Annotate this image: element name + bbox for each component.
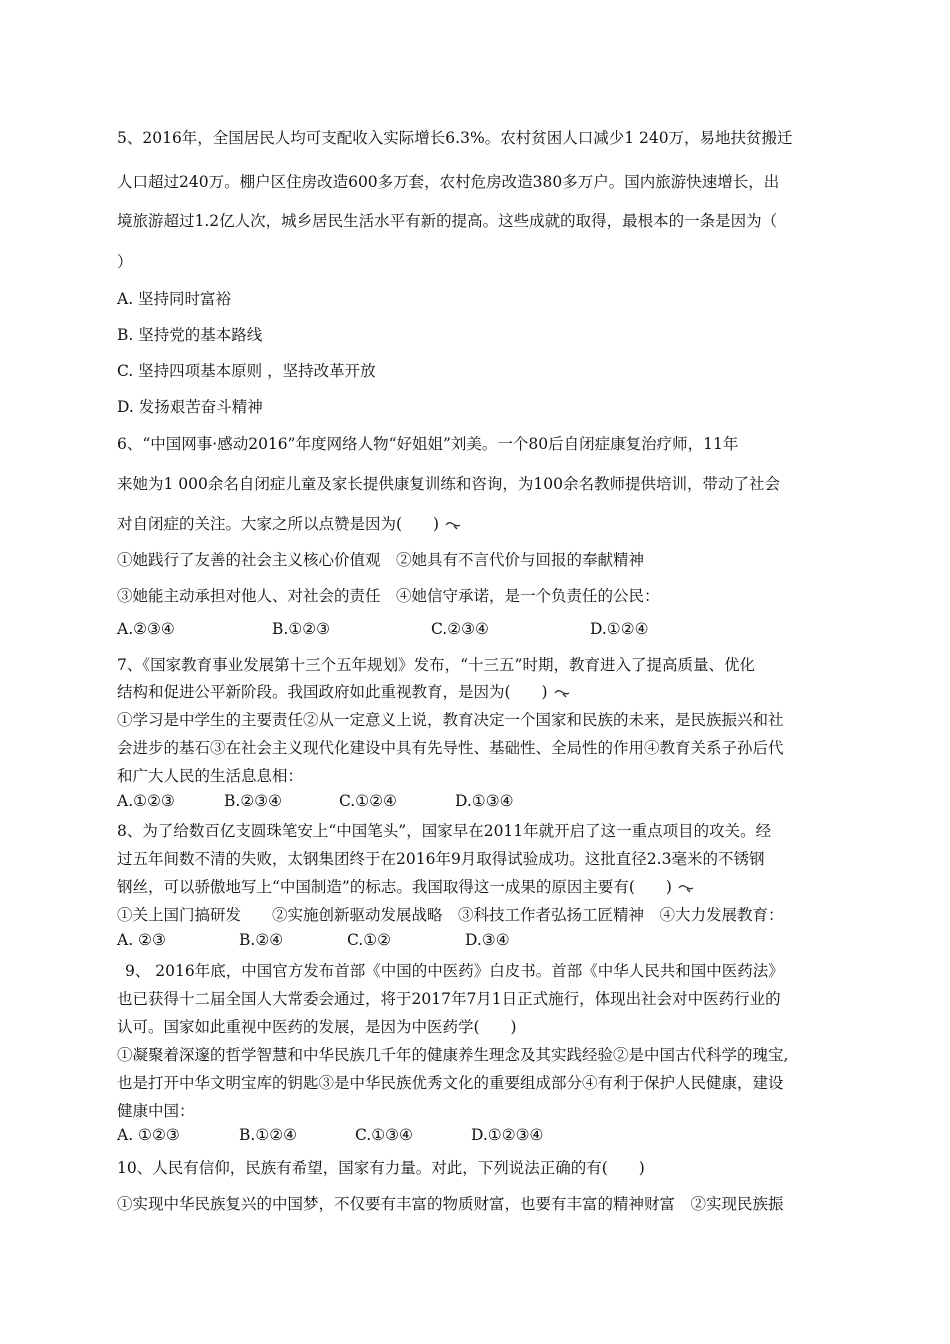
q7-option-c: C.①②④	[339, 792, 397, 810]
q9-line-5: 也是打开中华文明宝库的钥匙③是中华民族优秀文化的重要组成部分④有利于保护人民健康，建设	[117, 1074, 784, 1092]
q7-option-a: A.①②③	[117, 792, 175, 810]
q7-line-2	[117, 680, 570, 702]
scan-mark-icon	[678, 883, 694, 893]
q7-line-4: 会进步的基石③在社会主义现代化建设中具有先导性、基础性、全局性的作用④教育关系子孙后代	[117, 739, 784, 757]
q5-option-d: D. 发扬艰苦奋斗精神	[117, 398, 263, 416]
q8-line-3-text: 钢丝，可以骄傲地写上“中国制造”的标志。我国取得这一成果的原因主要有( )	[117, 878, 672, 896]
q7-line-3: ①学习是中学生的主要责任②从一定意义上说，教育决定一个国家和民族的未来，是民族振兴和社	[117, 711, 784, 729]
q6-line-3	[117, 512, 461, 534]
q5-line-1: 5、2016年，全国居民人均可支配收入实际增长6.3%。农村贫困人口减少1 240万，易地扶贫搬迁	[117, 129, 793, 147]
q9-line-4: ①凝聚着深邃的哲学智慧和中华民族几千年的健康养生理念及其实践经验②是中国古代科学的瑰宝,	[117, 1046, 789, 1064]
q5-option-a: A. 坚持同时富裕	[117, 290, 232, 308]
q9-line-6: 健康中国：	[117, 1102, 195, 1120]
q10-line-2: ①实现中华民族复兴的中国梦，不仅要有丰富的物质财富，也要有丰富的精神财富 ②实现民族振	[117, 1195, 784, 1213]
q7-line-2-text: 结构和促进公平新阶段。我国政府如此重视教育，是因为( )	[117, 683, 548, 701]
q7-option-d: D.①③④	[455, 792, 514, 810]
q6-statement-2: ③她能主动承担对他人、对社会的责任 ④她信守承诺，是一个负责任的公民：	[117, 587, 660, 605]
q9-option-b: B.①②④	[239, 1126, 298, 1144]
q6-option-d: D.①②④	[590, 620, 649, 638]
q9-line-1: 9、 2016年底，中国官方发布首部《中国的中医药》白皮书。首部《中华人民共和国中医药法》	[125, 962, 784, 980]
scan-mark-icon	[554, 688, 570, 698]
q8-line-2: 过五年间数不清的失败，太钢集团终于在2016年9月取得试验成功。这批直径2.3毫米的不锈钢	[117, 850, 765, 868]
q5-option-b: B. 坚持党的基本路线	[117, 326, 263, 344]
q9-option-a: A. ①②③	[117, 1126, 180, 1144]
q9-line-2: 也已获得十二届全国人大常委会通过，将于2017年7月1日正式施行，体现出社会对中医药行业的	[117, 990, 781, 1008]
q9-option-d: D.①②③④	[471, 1126, 544, 1144]
q7-option-b: B.②③④	[224, 792, 283, 810]
q6-line-2: 来她为1 000余名自闭症儿童及家长提供康复训练和咨询，为100余名教师提供培训，带动了社会	[117, 475, 780, 493]
q6-option-b: B.①②③	[272, 620, 331, 638]
q9-option-c: C.①③④	[355, 1126, 413, 1144]
q5-option-c: C. 坚持四项基本原则 ，坚持改革开放	[117, 362, 376, 380]
q6-line-3-text: 对自闭症的关注。大家之所以点赞是因为( )	[117, 515, 440, 533]
q8-option-b: B.②④	[239, 931, 284, 949]
q6-option-a: A.②③④	[117, 620, 175, 638]
q8-option-a: A. ②③	[117, 931, 166, 949]
q8-option-c: C.①②	[347, 931, 392, 949]
q9-line-3: 认可。国家如此重视中医药的发展，是因为中医药学( )	[117, 1018, 517, 1036]
q6-statement-1: ①她践行了友善的社会主义核心价值观 ②她具有不言代价与回报的奉献精神	[117, 551, 645, 569]
q6-option-c: C.②③④	[431, 620, 489, 638]
q5-line-4: ）	[117, 253, 133, 271]
q5-line-2: 人口超过240万。棚户区住房改造600多万套，农村危房改造380多万户。国内旅游快速增长，出	[117, 173, 780, 191]
q8-line-1: 8、为了给数百亿支圆珠笔安上“中国笔头”，国家早在2011年就开启了这一重点项目的攻关。经	[117, 822, 772, 840]
q8-option-d: D.③④	[465, 931, 510, 949]
q8-line-3	[117, 875, 694, 897]
q7-line-5: 和广大人民的生活息息相：	[117, 767, 304, 785]
scan-mark-icon	[445, 520, 461, 530]
q10-line-1: 10、人民有信仰，民族有希望，国家有力量。对此，下列说法正确的有( )	[117, 1159, 645, 1177]
q8-line-4: ①关上国门搞研发 ②实施创新驱动发展战略 ③科技工作者弘扬工匠精神 ④大力发展教育：	[117, 906, 784, 924]
q6-line-1: 6、“中国网事·感动2016”年度网络人物“好姐姐”刘美。一个80后自闭症康复治疗师，11年	[117, 435, 739, 453]
q7-line-1: 7、《国家教育事业发展第十三个五年规划》发布，“十三五”时期，教育进入了提高质量、优化	[117, 656, 755, 674]
q5-line-3: 境旅游超过1.2亿人次，城乡居民生活水平有新的提高。这些成就的取得，最根本的一条是因为（	[117, 212, 778, 230]
